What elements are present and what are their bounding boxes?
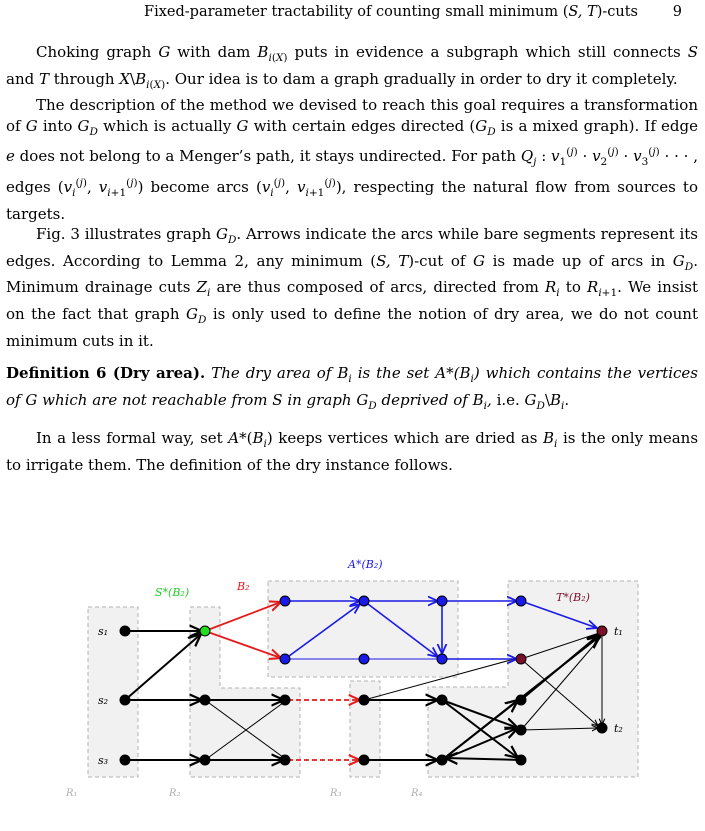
vertex-blue: [359, 654, 369, 664]
vertex-t1: [597, 626, 607, 636]
regions: [88, 581, 638, 777]
label-r2: R₂: [169, 788, 181, 799]
page-number: 9: [672, 4, 682, 20]
vertex: [437, 755, 447, 765]
label-b2: B₂: [237, 580, 250, 593]
label-s1: s₁: [98, 625, 109, 638]
vertex: [280, 755, 290, 765]
vertex-t2: [597, 723, 607, 733]
vertex-blue: [437, 596, 447, 606]
region-r1: [88, 607, 138, 777]
vertex: [200, 755, 210, 765]
label-t2: t₂: [614, 722, 623, 735]
label-s2: s₂: [98, 694, 109, 707]
label-t1: t₁: [614, 625, 623, 638]
running-title: Fixed-parameter tractability of counting small minimum (S, T)-cuts: [144, 4, 638, 20]
vertex: [280, 695, 290, 705]
vertex-green: [200, 626, 210, 636]
paragraph-choking: Choking graph G with dam $B_{i(X)}$ puts in evidence a subgraph which still connects S and T through $X\backslash B_{i(X)}$. Our idea is to dam a graph gradually in order to dry it completely.: [6, 43, 698, 91]
label-r4: R₄: [411, 788, 423, 799]
vertex-s3: [120, 755, 130, 765]
definition-label: Definition 6 (Dry area).: [6, 364, 206, 383]
label-r1: R₁: [66, 788, 78, 799]
vertex: [516, 755, 526, 765]
label-s3: s₃: [98, 754, 109, 767]
region-r4: [428, 581, 638, 777]
vertex-blue: [437, 654, 447, 664]
figure-3-graph: [0, 545, 705, 831]
vertex: [437, 695, 447, 705]
vertex: [516, 695, 526, 705]
vertex-blue: [359, 596, 369, 606]
definition-text: The dry area of $B_i$ is the set $A*(B_i)$ which contains the vertices of G which are not reachable from S in graph $G_D$ deprived of $B_i$,: [6, 364, 698, 412]
vertex-blue: [516, 596, 526, 606]
vertex-s2: [120, 695, 130, 705]
vertex: [200, 695, 210, 705]
graph-diagram: [0, 545, 705, 831]
vertex: [359, 695, 369, 705]
label-r3: R₃: [330, 788, 342, 799]
vertex-s1: [120, 626, 130, 636]
definition-6: Definition 6 (Dry area). The dry area of $B_i$ is the set $A*(B_i)$ which contains the vertices of G which are not reachable from S in graph $G_D$ deprived of $B_i$, i.e. $G_D\backslash B_i$.: [6, 364, 698, 412]
label-s-star: S*(B₂): [155, 586, 190, 599]
body-text: [6, 42, 698, 476]
vertex-maroon: [516, 654, 526, 664]
vertex: [359, 755, 369, 765]
label-t-star: T*(B₂): [556, 591, 590, 604]
vertex-blue: [280, 654, 290, 664]
label-a-star: A*(B₂): [348, 558, 383, 571]
vertex-blue: [280, 596, 290, 606]
vertex: [516, 725, 526, 735]
paragraph-method: The description of the method we devised to reach this goal requires a transformation of G into $G_D$ which is actually G with certain edges directed ($G_D$ is a mixed graph). If edge e does not belong to a Menger’s path, it stays undirected. For path $Q_j$ : $v_1^{(j)} \cdot v_2^{(j)} \cdot v_3^{(j)}$ · · · , edges ($v_i^{(j)}$, $v_{i+1}^{(j)}$) become arcs ($v_i^{(j)}$, $v_{i+1}^{(j)}$), respecting the natural flow from sources to targets.: [6, 96, 698, 223]
paragraph-closing: In a less formal way, set $A*(B_i)$ keeps vertices which are dried as $B_i$ is the only means to irrigate them. The definition of the dry instance follows.: [6, 429, 699, 474]
paragraph-figure: Fig. 3 illustrates graph $G_D$. Arrows indicate the arcs while bare segments represent its edges. According to Lemma 2, any minimum (S, T)-cut of G is made up of arcs in $G_D$. Minimum drainage cuts $Z_i$ are thus composed of arcs, directed from $R_i$ to $R_{i+1}$. We insist on the fact that graph $G_D$ is only used to define the notion of dry area, we do not count minimum cuts in it.: [6, 225, 699, 350]
